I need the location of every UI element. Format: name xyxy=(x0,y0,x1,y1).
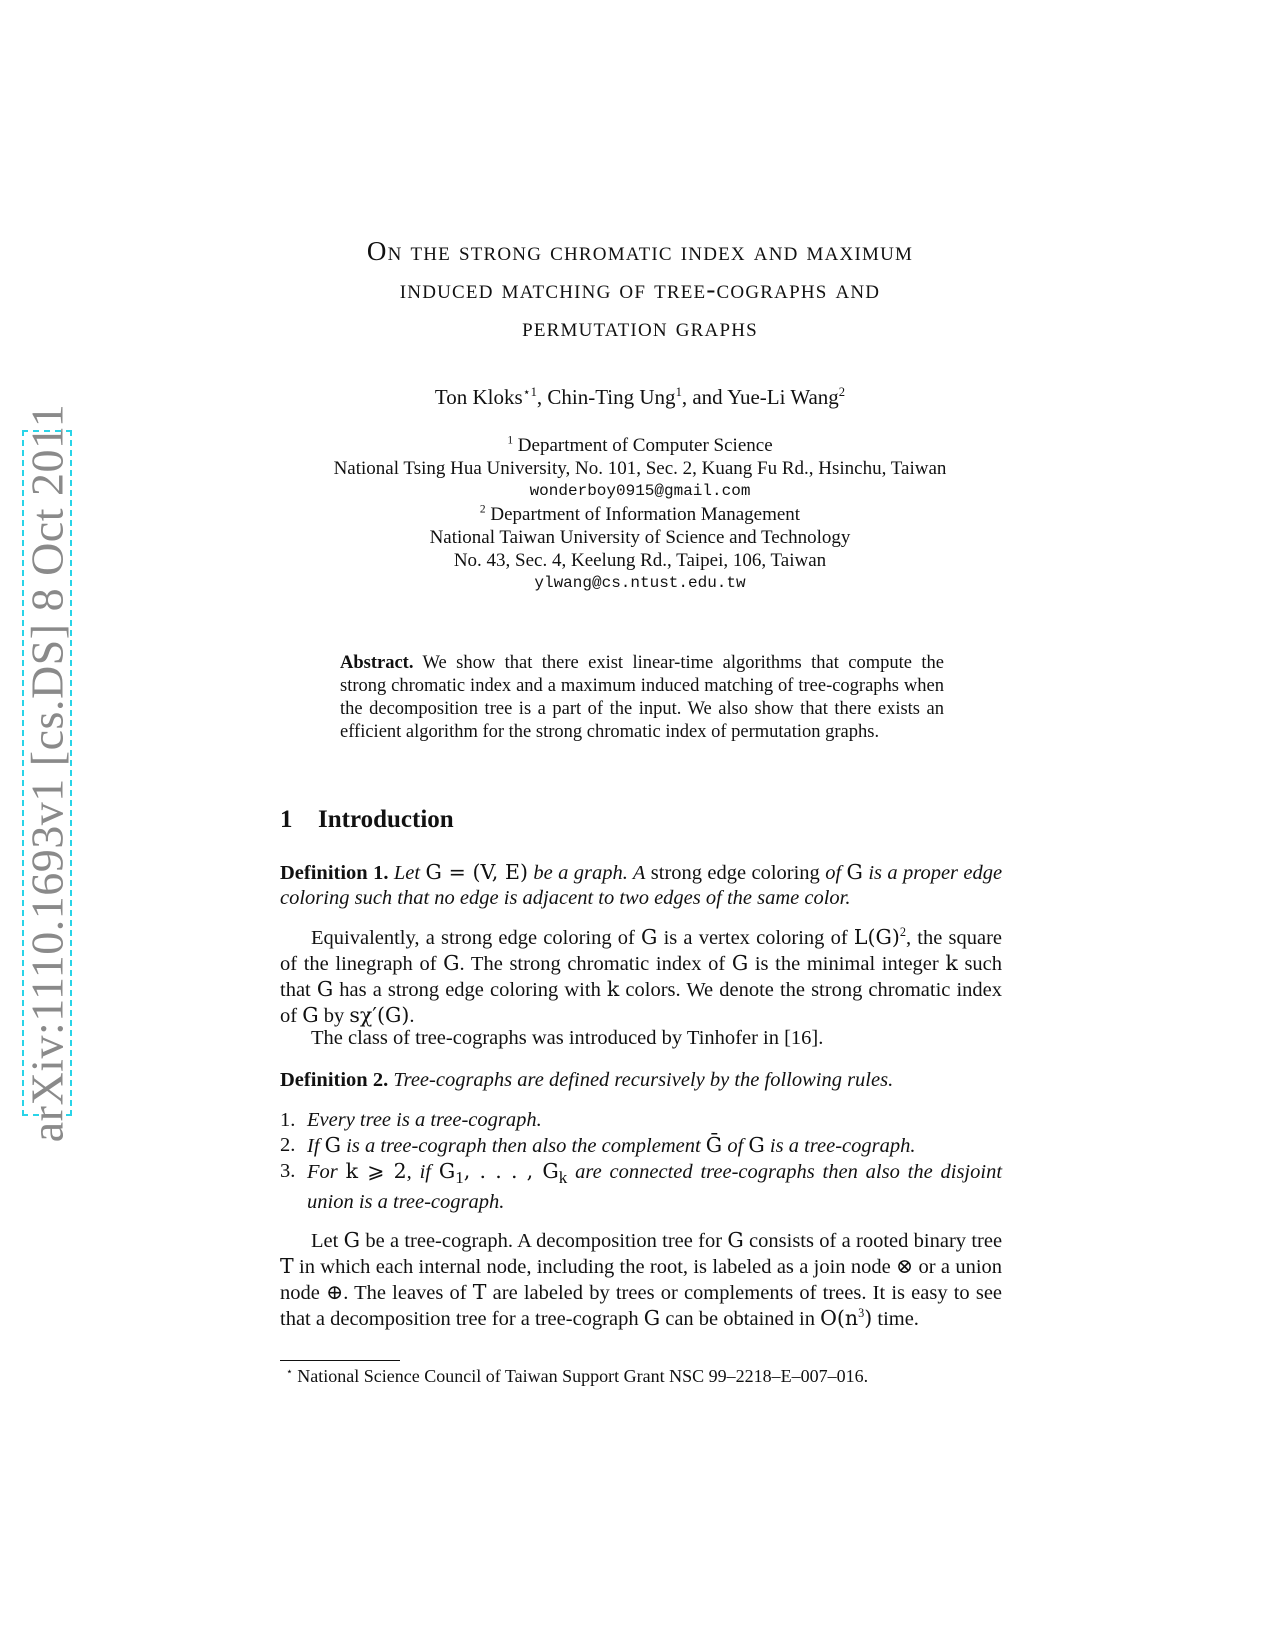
footnote-mark: ⋆ xyxy=(286,1366,293,1378)
union-node-symbol: ⊕ xyxy=(326,1280,344,1304)
math-expression: G xyxy=(438,1159,456,1183)
rule-text: , if xyxy=(406,1161,431,1183)
definition-1 xyxy=(280,860,1002,911)
affiliation-dept-2 xyxy=(300,503,980,526)
math-subscript: 1 xyxy=(455,1168,464,1188)
math-expression: k ⩾ 2 xyxy=(345,1159,407,1183)
rule-text: is a tree-cograph then also the complement xyxy=(346,1135,701,1157)
decomposition-tree-paragraph xyxy=(280,1228,1002,1332)
body-text: is a vertex coloring of xyxy=(663,927,848,949)
defined-term: strong edge coloring xyxy=(650,862,820,884)
join-node-symbol: ⊗ xyxy=(896,1254,914,1278)
math-expression: G xyxy=(748,1133,765,1157)
math-expression: G xyxy=(643,1306,661,1330)
body-text: by xyxy=(323,1005,345,1027)
math-expression: G xyxy=(731,951,749,975)
footnote-text: National Science Council of Taiwan Support Grant NSC 99–2218–E–007–016. xyxy=(297,1366,869,1386)
definition-text: Let xyxy=(393,862,421,884)
math-expression: ) xyxy=(864,1306,873,1330)
math-expression: G xyxy=(443,951,460,975)
author-list xyxy=(300,385,980,410)
math-expression: sχ′(G) xyxy=(349,1003,410,1027)
title-line: permutation graphs xyxy=(522,312,758,342)
definition-text: be a graph. A xyxy=(533,862,646,884)
rule-text: If xyxy=(307,1135,320,1157)
math-expression: k xyxy=(945,951,958,975)
math-expression: T xyxy=(472,1280,487,1304)
body-text: colors. We denote the strong chromatic index of xyxy=(280,979,1002,1027)
author-footnote-mark: ⋆1 xyxy=(522,385,537,399)
math-superscript: 3 xyxy=(858,1306,865,1321)
definition-text: Tree-cographs are defined recursively by the following rules. xyxy=(393,1069,894,1091)
rule-text: is a tree-cograph. xyxy=(769,1135,916,1157)
list-number: 3. xyxy=(280,1160,296,1182)
list-number: 1. xyxy=(280,1109,296,1131)
body-text: is the minimal integer xyxy=(754,953,939,975)
math-superscript: 2 xyxy=(899,925,906,940)
body-text: in which each internal node, including the root, is labeled as a join node xyxy=(299,1256,891,1278)
math-expression: O(n xyxy=(820,1306,859,1330)
paper-title xyxy=(280,232,1000,346)
math-expression: G xyxy=(316,977,334,1001)
definition-text: of xyxy=(825,862,842,884)
body-text: consists of a rooted binary tree xyxy=(749,1230,1003,1252)
body-text: has a strong edge coloring with xyxy=(339,979,601,1001)
definition-label: Definition 2. xyxy=(280,1069,389,1091)
arxiv-identifier-stamp[interactable] xyxy=(21,403,73,1143)
rule-text: of xyxy=(727,1135,744,1157)
math-expression: G xyxy=(641,925,658,949)
affiliation-university-2: National Taiwan University of Science and Technology xyxy=(429,527,851,548)
body-text: time. xyxy=(877,1308,919,1330)
section-title: Introduction xyxy=(318,806,454,833)
list-item xyxy=(280,1108,1002,1133)
equivalence-paragraph xyxy=(280,925,1002,1029)
body-text: . The strong chromatic index of xyxy=(459,953,726,975)
affiliation-dept-1 xyxy=(300,434,980,457)
math-expression: G xyxy=(324,1133,342,1157)
rule-text: are connected tree-cographs then also the disjoint union is a tree-cograph. xyxy=(307,1161,1003,1214)
list-item xyxy=(280,1133,1002,1159)
author-affiliation-mark: 1 xyxy=(675,385,682,399)
rule-text: For xyxy=(307,1161,338,1183)
body-text: . xyxy=(409,1005,415,1027)
author-name: , Chin-Ting Ung xyxy=(536,385,676,409)
section-heading xyxy=(280,806,454,834)
abstract-label: Abstract. xyxy=(340,653,414,673)
math-expression: L(G) xyxy=(853,925,900,949)
list-number: 2. xyxy=(280,1134,296,1156)
title-line: On the strong chromatic index and maximum xyxy=(366,236,914,266)
body-text: , the square of the linegraph of xyxy=(280,927,1002,975)
footnote xyxy=(286,1366,868,1387)
author-affiliation-mark: 2 xyxy=(838,385,846,399)
affiliation-mark: 1 xyxy=(507,434,514,447)
footnote-divider xyxy=(280,1360,400,1361)
affiliation-address-2: No. 43, Sec. 4, Keelung Rd., Taipei, 106, Taiwan xyxy=(453,550,827,571)
affiliation-address-1: National Tsing Hua University, No. 101, Sec. 2, Kuang Fu Rd., Hsinchu, Taiwan xyxy=(333,458,947,479)
dept-name: Department of Information Management xyxy=(490,504,801,525)
math-expression: , . . . , G xyxy=(463,1159,559,1183)
body-text: or a union node xyxy=(280,1256,1003,1304)
affiliations xyxy=(300,434,980,595)
body-text: such that xyxy=(280,953,1003,1001)
definition-text: is a proper edge coloring such that no edge is adjacent to two edges of the same color. xyxy=(280,862,1003,909)
math-expression: Ḡ xyxy=(705,1133,723,1157)
math-expression: G xyxy=(727,1228,744,1252)
email-link-1[interactable]: wonderboy0915@gmail.com xyxy=(529,482,751,500)
dept-name: Department of Computer Science xyxy=(517,435,773,456)
list-item xyxy=(280,1159,1002,1215)
tree-cograph-intro-sentence: The class of tree-cographs was introduced by Tinhofer in [16]. xyxy=(311,1027,824,1049)
author-name: Ton Kloks xyxy=(434,385,523,409)
definition-label: Definition 1. xyxy=(280,862,389,884)
math-expression: G xyxy=(343,1228,361,1252)
body-text: be a tree-cograph. A decomposition tree for xyxy=(365,1230,723,1252)
math-expression: G xyxy=(302,1003,319,1027)
definition-2 xyxy=(280,1068,1002,1093)
body-text: can be obtained in xyxy=(665,1308,815,1330)
body-text: Equivalently, a strong edge coloring of xyxy=(311,927,635,949)
abstract-text: We show that there exist linear-time algorithms that compute the strong chromatic index and a maximum induced matching of tree-cographs when the decomposition tree is a part of the input. We also show that there exists an efficient algorithm for the strong chromatic index of permutation graphs. xyxy=(340,653,944,742)
abstract xyxy=(340,652,944,744)
rule-text: Every tree is a tree-cograph. xyxy=(307,1109,542,1131)
body-text: Let xyxy=(311,1230,339,1252)
math-expression: G xyxy=(846,860,863,884)
title-line: induced matching of tree-cographs and xyxy=(399,274,881,304)
affiliation-mark: 2 xyxy=(479,503,486,516)
math-expression: T xyxy=(280,1254,294,1278)
math-expression: k xyxy=(606,977,620,1001)
math-subscript: k xyxy=(558,1168,568,1188)
body-text: . The leaves of xyxy=(343,1282,467,1304)
section-number: 1 xyxy=(280,806,293,833)
math-expression: G = (V, E) xyxy=(425,860,528,884)
arxiv-identifier-text: arXiv:1110.1693v1 [cs.DS] 8 Oct 2011 xyxy=(21,403,73,1143)
body-text: are labeled by trees or complements of trees. It is easy to see that a decomposition tree for a tree-cograph xyxy=(280,1282,1003,1330)
definition-rules-list xyxy=(280,1108,1002,1215)
author-name: , and Yue-Li Wang xyxy=(681,385,839,409)
email-link-2[interactable]: ylwang@cs.ntust.edu.tw xyxy=(534,574,746,592)
